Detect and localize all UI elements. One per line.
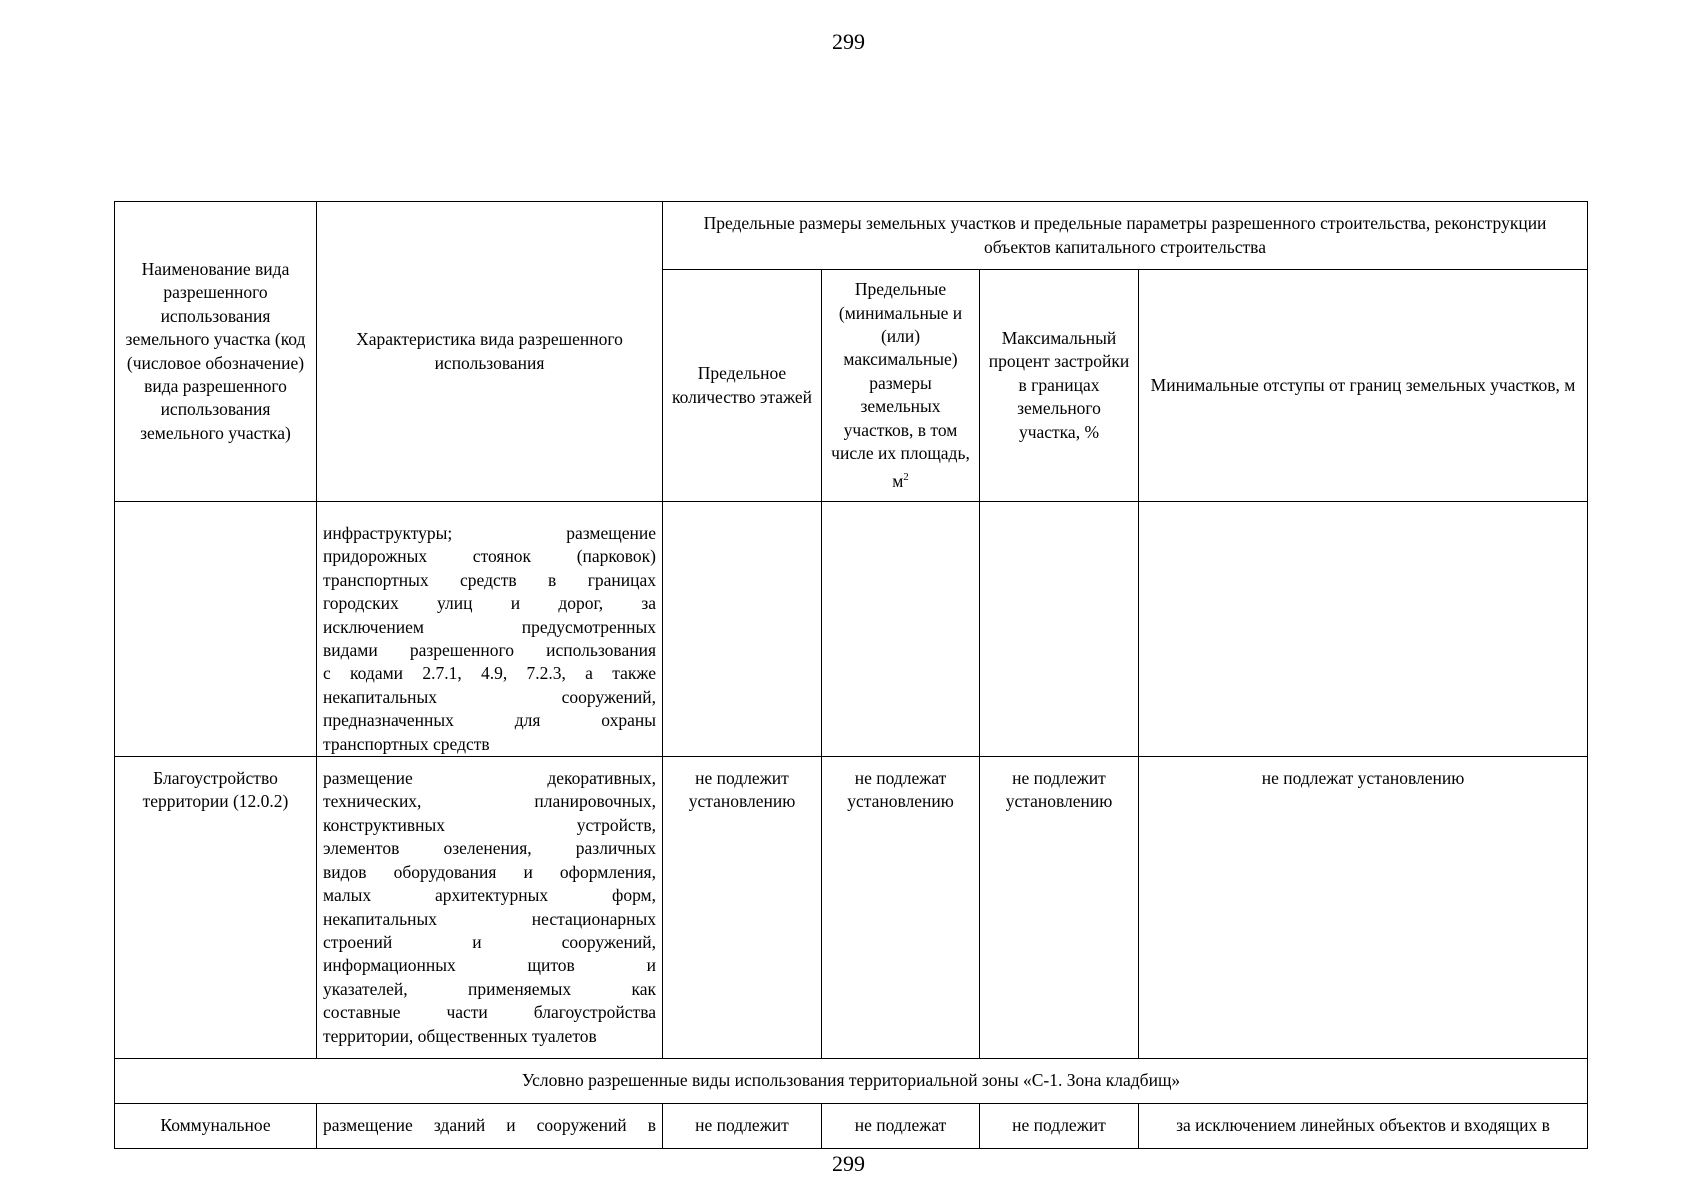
desc-line: территории, общественных туалетов xyxy=(323,1025,597,1046)
desc-line: инфраструктуры; размещение xyxy=(323,523,656,543)
page-number-top: 299 xyxy=(832,29,865,54)
cell-coverage: не подлежит xyxy=(980,1104,1139,1149)
cell-coverage xyxy=(980,502,1139,757)
cell-name: Коммунальное xyxy=(115,1104,317,1149)
desc-line: строений и сооружений, xyxy=(323,931,656,952)
cell-description: размещение зданий и сооружений в xyxy=(317,1104,663,1149)
table-row xyxy=(115,502,1588,757)
section-title: Условно разрешенные виды использования территориальной зоны «С-1. Зона кладбищ» xyxy=(115,1059,1588,1104)
cell-sizes: не подлежат xyxy=(822,1104,980,1149)
header-col-sizes xyxy=(822,270,980,502)
cell-setbacks: за исключением линейных объектов и входящих в xyxy=(1139,1104,1588,1149)
header-col-sizes-sup: 2 xyxy=(903,470,909,483)
cell-description xyxy=(317,757,663,1059)
desc-line: с кодами 2.7.1, 4.9, 7.2.3, а также xyxy=(323,663,656,684)
zoning-table xyxy=(114,201,1588,1149)
desc-line: элементов озеленения, различных xyxy=(323,838,656,859)
cell-setbacks: не подлежат установлению xyxy=(1139,757,1588,1059)
desc-line: некапитальных сооружений, xyxy=(323,686,656,707)
desc-line: исключением предусмотренных xyxy=(323,616,656,637)
table-header-row xyxy=(115,202,1588,270)
header-col-setbacks: Минимальные отступы от границ земельных участков, м xyxy=(1139,270,1588,502)
desc-line: некапитальных нестационарных xyxy=(323,908,656,929)
desc-line: транспортных средств в границах xyxy=(323,569,656,590)
desc-line: технических, планировочных, xyxy=(323,791,656,812)
page-number-bottom: 299 xyxy=(832,1151,865,1176)
desc-line: видов оборудования и оформления, xyxy=(323,861,656,882)
header-col-sizes-text: Предельные (минимальные и (или) максимальные) размеры земельных участков, в том числе их площадь, м xyxy=(831,279,970,491)
desc-line: малых архитектурных форм, xyxy=(323,885,656,906)
desc-line: транспортных средств xyxy=(323,733,490,754)
desc-line: составные части благоустройства xyxy=(323,1002,656,1023)
cell-coverage: не подлежит установлению xyxy=(980,757,1139,1059)
cell-sizes: не подлежат установлению xyxy=(822,757,980,1059)
cell-name: Благоустройство территории (12.0.2) xyxy=(115,757,317,1059)
cell-floors: не подлежит xyxy=(663,1104,822,1149)
header-col-coverage: Максимальный процент застройки в границах земельного участка, % xyxy=(980,270,1139,502)
header-group-limits: Предельные размеры земельных участков и предельные параметры разрешенного строительства, реконструкции объектов капитального строительства xyxy=(663,202,1588,270)
header-col-floors: Предельное количество этажей xyxy=(663,270,822,502)
desc-line: городских улиц и дорог, за xyxy=(323,593,656,614)
desc-line: предназначенных для охраны xyxy=(323,710,656,731)
desc-line: размещение декоративных, xyxy=(323,768,656,789)
cell-floors: не подлежит установлению xyxy=(663,757,822,1059)
cell-sizes xyxy=(822,502,980,757)
cell-name xyxy=(115,502,317,757)
desc-line: информационных щитов и xyxy=(323,955,656,976)
desc-line: указателей, применяемых как xyxy=(323,978,656,999)
desc-line: конструктивных устройств, xyxy=(323,814,656,835)
table-row xyxy=(115,1104,1588,1149)
desc-line: видами разрешенного использования xyxy=(323,640,656,661)
table-row xyxy=(115,757,1588,1059)
header-col-name: Наименование вида разрешенного использования земельного участка (код (числовое обозначение) вида разрешенного использования земельного участка) xyxy=(115,202,317,502)
section-title-row xyxy=(115,1059,1588,1104)
desc-line: придорожных стоянок (парковок) xyxy=(323,546,656,567)
header-col-description: Характеристика вида разрешенного использования xyxy=(317,202,663,502)
cell-description xyxy=(317,502,663,757)
cell-setbacks xyxy=(1139,502,1588,757)
cell-floors xyxy=(663,502,822,757)
